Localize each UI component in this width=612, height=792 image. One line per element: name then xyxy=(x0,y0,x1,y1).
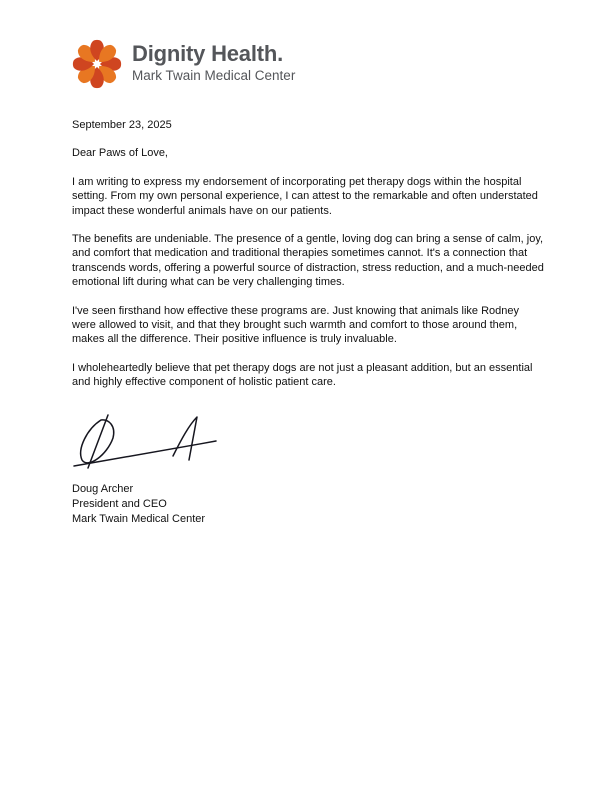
signoff-title: President and CEO xyxy=(72,497,167,510)
brand-subtitle: Mark Twain Medical Center xyxy=(132,68,296,84)
paragraph-3: I've seen firsthand how effective these programs are. Just knowing that animals like Rodney were allowed to visit, and that they brought such warmth and comfort to those around them, makes all the difference. Their positive influence is truly invaluable. xyxy=(72,304,520,346)
signoff-org: Mark Twain Medical Center xyxy=(72,512,206,525)
letterhead xyxy=(72,36,295,90)
brand-name: Dignity Health. xyxy=(132,40,284,66)
brand-text xyxy=(132,42,295,84)
date-line: September 23, 2025 xyxy=(72,119,172,131)
dignity-health-flower-icon xyxy=(72,36,122,90)
signature-scribble xyxy=(72,412,544,474)
paragraph-1: I am writing to express my endorsement of incorporating pet therapy dogs within the hospital setting. From my own personal experience, I can attest to the remarkable and often understated impact these wonderful animals have on our patients. xyxy=(72,175,538,217)
letter-body xyxy=(72,118,544,527)
salutation: Dear Paws of Love, xyxy=(72,147,168,160)
paragraph-2: The benefits are undeniable. The presence of a gentle, loving dog can bring a sense of calm, joy, and comfort that medication and traditional therapies sometimes cannot. It's a connection that transcends words, offering a powerful source of distraction, stress reduction, and a much-needed emotional lift during what can be very challenging times. xyxy=(72,233,544,289)
signoff-name: Doug Archer xyxy=(72,482,134,495)
paragraph-4: I wholeheartedly believe that pet therapy dogs are not just a pleasant addition, but an essential and highly effective component of holistic patient care. xyxy=(72,361,533,389)
signoff-block xyxy=(72,482,544,527)
